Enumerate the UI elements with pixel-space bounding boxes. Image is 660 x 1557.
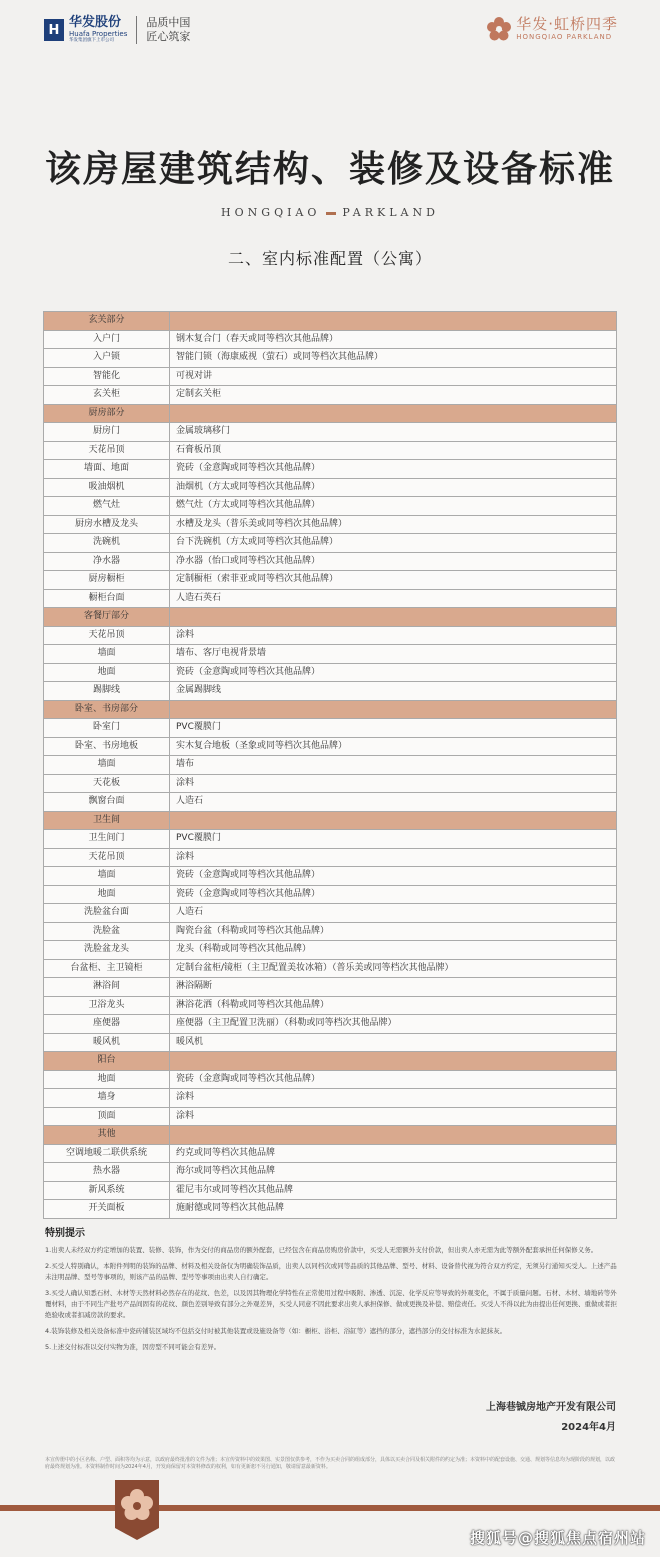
table-row bbox=[44, 756, 617, 775]
item-name: 新风系统 bbox=[44, 1181, 170, 1200]
category-filler bbox=[170, 312, 617, 331]
table-row bbox=[44, 386, 617, 405]
table-row bbox=[44, 367, 617, 386]
item-spec: 人造石英石 bbox=[170, 589, 617, 608]
item-spec: 油烟机（方太或同等档次其他品牌） bbox=[170, 478, 617, 497]
table-row bbox=[44, 552, 617, 571]
item-spec: 定制玄关柜 bbox=[170, 386, 617, 405]
item-spec: 涂料 bbox=[170, 626, 617, 645]
huafa-logo-mark-icon: H bbox=[44, 19, 64, 41]
table-row bbox=[44, 1089, 617, 1108]
item-spec: 实木复合地板（圣象或同等档次其他品牌） bbox=[170, 737, 617, 756]
page-header bbox=[0, 0, 660, 64]
logo-divider bbox=[136, 16, 137, 44]
item-name: 地面 bbox=[44, 885, 170, 904]
category-label: 玄关部分 bbox=[44, 312, 170, 331]
slogan-line2: 匠心筑家 bbox=[146, 30, 191, 43]
item-spec: 金属玻璃移门 bbox=[170, 423, 617, 442]
item-name: 净水器 bbox=[44, 552, 170, 571]
item-spec: 人造石 bbox=[170, 904, 617, 923]
category-label: 其他 bbox=[44, 1126, 170, 1145]
category-filler bbox=[170, 700, 617, 719]
item-spec: 瓷砖（金意陶或同等档次其他品牌） bbox=[170, 460, 617, 479]
item-spec: 施耐德或同等档次其他品牌 bbox=[170, 1200, 617, 1219]
section-title: 二、室内标准配置（公寓） bbox=[227, 249, 432, 268]
item-name: 热水器 bbox=[44, 1163, 170, 1182]
item-name: 卫浴龙头 bbox=[44, 996, 170, 1015]
table-row bbox=[44, 848, 617, 867]
item-name: 卧室、书房地板 bbox=[44, 737, 170, 756]
item-spec: PVC覆膜门 bbox=[170, 830, 617, 849]
category-filler bbox=[170, 1126, 617, 1145]
item-name: 开关面板 bbox=[44, 1200, 170, 1219]
table-row bbox=[44, 978, 617, 997]
table-row bbox=[44, 830, 617, 849]
category-filler bbox=[170, 404, 617, 423]
table-row bbox=[44, 1200, 617, 1219]
table-row bbox=[44, 534, 617, 553]
category-row bbox=[44, 700, 617, 719]
table-row bbox=[44, 571, 617, 590]
table-row bbox=[44, 663, 617, 682]
note-item: 4.装饰装修及相关设备标准中瓷砖铺装区域均不包括交付时被其他装置或设施设备等（如：橱柜、浴柜、浴缸等）遮挡的部分，遮挡部分的交付标准为水泥抹灰。 bbox=[45, 1327, 507, 1335]
item-spec: 定制橱柜（索菲亚或同等档次其他品牌） bbox=[170, 571, 617, 590]
table-row bbox=[44, 867, 617, 886]
item-name: 墙面、地面 bbox=[44, 460, 170, 479]
item-spec: 霍尼韦尔或同等档次其他品牌 bbox=[170, 1181, 617, 1200]
table-row bbox=[44, 349, 617, 368]
item-spec: 瓷砖（金意陶或同等档次其他品牌） bbox=[170, 867, 617, 886]
watermark: 搜狐号@搜狐焦点宿州站 bbox=[469, 1529, 646, 1547]
table-row bbox=[44, 1070, 617, 1089]
item-name: 顶面 bbox=[44, 1107, 170, 1126]
note-item: 3.买受人确认知悉石材、木材等天然材料必然存在的花纹、色差，以及因其物理化学特性在正常使用过程中吸附、渗透、沉淀、化学反应等导致的外观变化，不属于质量问题。石材、木材、墙地砖等外覆材料，由于不同生产批号产品间固有的花纹、颜色差别导致有部分之外观差异，买受人同意不因此要求出卖人承担保修、做或更换及补偿、赔偿责任。买受人不得以此为由提出任何更换、重做或者拒绝验收或者扣减房款的要求。 bbox=[45, 1289, 617, 1319]
note-item: 2.买受人特别确认，本附件列明的装饰的品牌、材料及相关设备仅为明确装饰品质，出卖人以同档次或同等品质的其他品牌、型号、材料、设备替代视为符合双方约定，无须另行通知买受人。上述产品未注明品牌、型号等事项的，则该产品的品牌、型号等事项由出卖人自行确定。 bbox=[45, 1262, 617, 1281]
table-row bbox=[44, 941, 617, 960]
category-label: 卧室、书房部分 bbox=[44, 700, 170, 719]
item-name: 天花吊顶 bbox=[44, 848, 170, 867]
item-spec: 涂料 bbox=[170, 774, 617, 793]
table-row bbox=[44, 330, 617, 349]
item-spec: 淋浴花洒（科勒或同等档次其他品牌） bbox=[170, 996, 617, 1015]
item-name: 天花板 bbox=[44, 774, 170, 793]
item-name: 飘窗台面 bbox=[44, 793, 170, 812]
category-label: 阳台 bbox=[44, 1052, 170, 1071]
item-name: 玄关柜 bbox=[44, 386, 170, 405]
item-spec: 陶瓷台盆（科勒或同等档次其他品牌） bbox=[170, 922, 617, 941]
table-row bbox=[44, 441, 617, 460]
note-item: 1.出卖人未经双方约定增加的装置、装修、装饰，作为交付的商品房的额外配套，已经包含在商品房购房价款中，买受人无需额外支付价款，但出卖人亦无需为此等额外配套承担任何保修义务。 bbox=[45, 1246, 598, 1254]
item-name: 踢脚线 bbox=[44, 682, 170, 701]
item-name: 厨房水槽及龙头 bbox=[44, 515, 170, 534]
item-name: 台盆柜、主卫镜柜 bbox=[44, 959, 170, 978]
item-name: 洗脸盆台面 bbox=[44, 904, 170, 923]
item-name: 洗脸盆龙头 bbox=[44, 941, 170, 960]
table-row bbox=[44, 885, 617, 904]
item-name: 地面 bbox=[44, 663, 170, 682]
item-spec: 水槽及龙头（普乐美或同等档次其他品牌） bbox=[170, 515, 617, 534]
table-row bbox=[44, 1163, 617, 1182]
item-spec: 涂料 bbox=[170, 848, 617, 867]
item-spec: 瓷砖（金意陶或同等档次其他品牌） bbox=[170, 663, 617, 682]
page-subtitle bbox=[0, 206, 660, 219]
item-name: 吸油烟机 bbox=[44, 478, 170, 497]
item-spec: 燃气灶（方太或同等档次其他品牌） bbox=[170, 497, 617, 516]
note-item: 5.上述交付标准以交付实物为准，因房型不同可能会有差异。 bbox=[45, 1343, 221, 1351]
table-row bbox=[44, 626, 617, 645]
item-name: 入户锁 bbox=[44, 349, 170, 368]
huafa-logo-cn: 华发股份 bbox=[69, 15, 122, 30]
item-name: 洗脸盆 bbox=[44, 922, 170, 941]
item-name: 入户门 bbox=[44, 330, 170, 349]
item-spec: 净水器（怡口或同等档次其他品牌） bbox=[170, 552, 617, 571]
table-row bbox=[44, 460, 617, 479]
item-name: 座便器 bbox=[44, 1015, 170, 1034]
category-row bbox=[44, 404, 617, 423]
item-name: 空调地暖二联供系统 bbox=[44, 1144, 170, 1163]
category-label: 厨房部分 bbox=[44, 404, 170, 423]
table-row bbox=[44, 1033, 617, 1052]
item-spec: 人造石 bbox=[170, 793, 617, 812]
subtitle-bar-icon bbox=[326, 212, 336, 215]
huafa-logo bbox=[44, 16, 190, 44]
table-row bbox=[44, 996, 617, 1015]
company-name: 上海巷铖房地产开发有限公司 bbox=[486, 1402, 616, 1413]
item-spec: 瓷砖（金意陶或同等档次其他品牌） bbox=[170, 885, 617, 904]
table-row bbox=[44, 1181, 617, 1200]
item-name: 卫生间门 bbox=[44, 830, 170, 849]
item-spec: 定制台盆柜/镜柜（主卫配置美妆冰箱）（普乐美或同等档次其他品牌） bbox=[170, 959, 617, 978]
item-spec: 智能门锁（海康威视（萤石）或同等档次其他品牌） bbox=[170, 349, 617, 368]
category-label: 客餐厅部分 bbox=[44, 608, 170, 627]
item-spec: 涂料 bbox=[170, 1107, 617, 1126]
category-row bbox=[44, 1052, 617, 1071]
hongqiao-logo-cn: 华发·虹桥四季 bbox=[516, 15, 618, 33]
item-spec: 座便器（主卫配置卫洗丽）（科勒或同等档次其他品牌） bbox=[170, 1015, 617, 1034]
category-row bbox=[44, 608, 617, 627]
item-name: 墙身 bbox=[44, 1089, 170, 1108]
item-spec: PVC覆膜门 bbox=[170, 719, 617, 738]
item-name: 墙面 bbox=[44, 645, 170, 664]
item-spec: 约克或同等档次其他品牌 bbox=[170, 1144, 617, 1163]
subtitle-right: PARKLAND bbox=[342, 206, 439, 219]
table-row bbox=[44, 904, 617, 923]
table-row bbox=[44, 719, 617, 738]
item-spec: 淋浴隔断 bbox=[170, 978, 617, 997]
table-row bbox=[44, 645, 617, 664]
bottom-decor-line bbox=[0, 1505, 660, 1511]
item-name: 天花吊顶 bbox=[44, 441, 170, 460]
table-row bbox=[44, 922, 617, 941]
item-spec: 涂料 bbox=[170, 1089, 617, 1108]
item-name: 洗碗机 bbox=[44, 534, 170, 553]
item-name: 燃气灶 bbox=[44, 497, 170, 516]
table-row bbox=[44, 1144, 617, 1163]
table-row bbox=[44, 423, 617, 442]
disclaimer: 本宣传册中的小区名称、户型、面积等均为示意，以政府最终批准的文件为准；本宣传资料中的效果图、实景图仅供参考，不作为买卖合同的组成部分，具体以买卖合同及相关附件的约定为准；本资料中的配套设施、交通、规划等信息均为现阶段的规划，以政府最终规划为准。本资料制作时间为2024年4月，开发商保留对本资料修改的权利，如有更新恕不另行通知，敬请留意最新资料。 bbox=[45, 1457, 616, 1470]
item-spec: 龙头（科勒或同等档次其他品牌） bbox=[170, 941, 617, 960]
item-spec: 金属踢脚线 bbox=[170, 682, 617, 701]
category-row bbox=[44, 1126, 617, 1145]
item-name: 地面 bbox=[44, 1070, 170, 1089]
category-filler bbox=[170, 608, 617, 627]
item-spec: 墙布 bbox=[170, 756, 617, 775]
item-name: 天花吊顶 bbox=[44, 626, 170, 645]
hongqiao-logo-en: HONGQIAO PARKLAND bbox=[516, 33, 613, 41]
category-label: 卫生间 bbox=[44, 811, 170, 830]
item-spec: 墙布、客厅电视背景墙 bbox=[170, 645, 617, 664]
item-name: 墙面 bbox=[44, 756, 170, 775]
table-row bbox=[44, 497, 617, 516]
spec-table bbox=[43, 311, 617, 1219]
item-spec: 石膏板吊顶 bbox=[170, 441, 617, 460]
notes-title: 特别提示 bbox=[45, 1228, 85, 1239]
hongqiao-parkland-logo bbox=[486, 16, 618, 42]
item-name: 暖风机 bbox=[44, 1033, 170, 1052]
item-name: 厨房橱柜 bbox=[44, 571, 170, 590]
item-name: 厨房门 bbox=[44, 423, 170, 442]
table-row bbox=[44, 1107, 617, 1126]
page-title: 该房屋建筑结构、装修及设备标准 bbox=[44, 149, 615, 190]
item-name: 卧室门 bbox=[44, 719, 170, 738]
special-notes bbox=[45, 1224, 619, 1358]
category-row bbox=[44, 811, 617, 830]
document-date: 2024年4月 bbox=[561, 1422, 616, 1433]
table-row bbox=[44, 682, 617, 701]
item-spec: 可视对讲 bbox=[170, 367, 617, 386]
slogan-line1: 品质中国 bbox=[146, 16, 191, 29]
item-name: 智能化 bbox=[44, 367, 170, 386]
table-row bbox=[44, 737, 617, 756]
table-row bbox=[44, 959, 617, 978]
huafa-logo-en: Huafa Properties bbox=[69, 30, 128, 38]
table-row bbox=[44, 515, 617, 534]
category-filler bbox=[170, 1052, 617, 1071]
item-spec: 钢木复合门（春天或同等档次其他品牌） bbox=[170, 330, 617, 349]
item-spec: 台下洗碗机（方太或同等档次其他品牌） bbox=[170, 534, 617, 553]
item-name: 墙面 bbox=[44, 867, 170, 886]
category-row bbox=[44, 312, 617, 331]
flower-logo-icon bbox=[486, 16, 512, 42]
subtitle-left: HONGQIAO bbox=[221, 206, 321, 219]
item-name: 橱柜台面 bbox=[44, 589, 170, 608]
item-spec: 暖风机 bbox=[170, 1033, 617, 1052]
item-spec: 海尔或同等档次其他品牌 bbox=[170, 1163, 617, 1182]
table-row bbox=[44, 793, 617, 812]
category-filler bbox=[170, 811, 617, 830]
table-row bbox=[44, 1015, 617, 1034]
table-row bbox=[44, 589, 617, 608]
item-name: 淋浴间 bbox=[44, 978, 170, 997]
huafa-logo-sub: 华发集团旗下上市公司 bbox=[69, 38, 114, 43]
table-row bbox=[44, 478, 617, 497]
item-spec: 瓷砖（金意陶或同等档次其他品牌） bbox=[170, 1070, 617, 1089]
table-row bbox=[44, 774, 617, 793]
flower-emblem-icon bbox=[111, 1480, 163, 1540]
